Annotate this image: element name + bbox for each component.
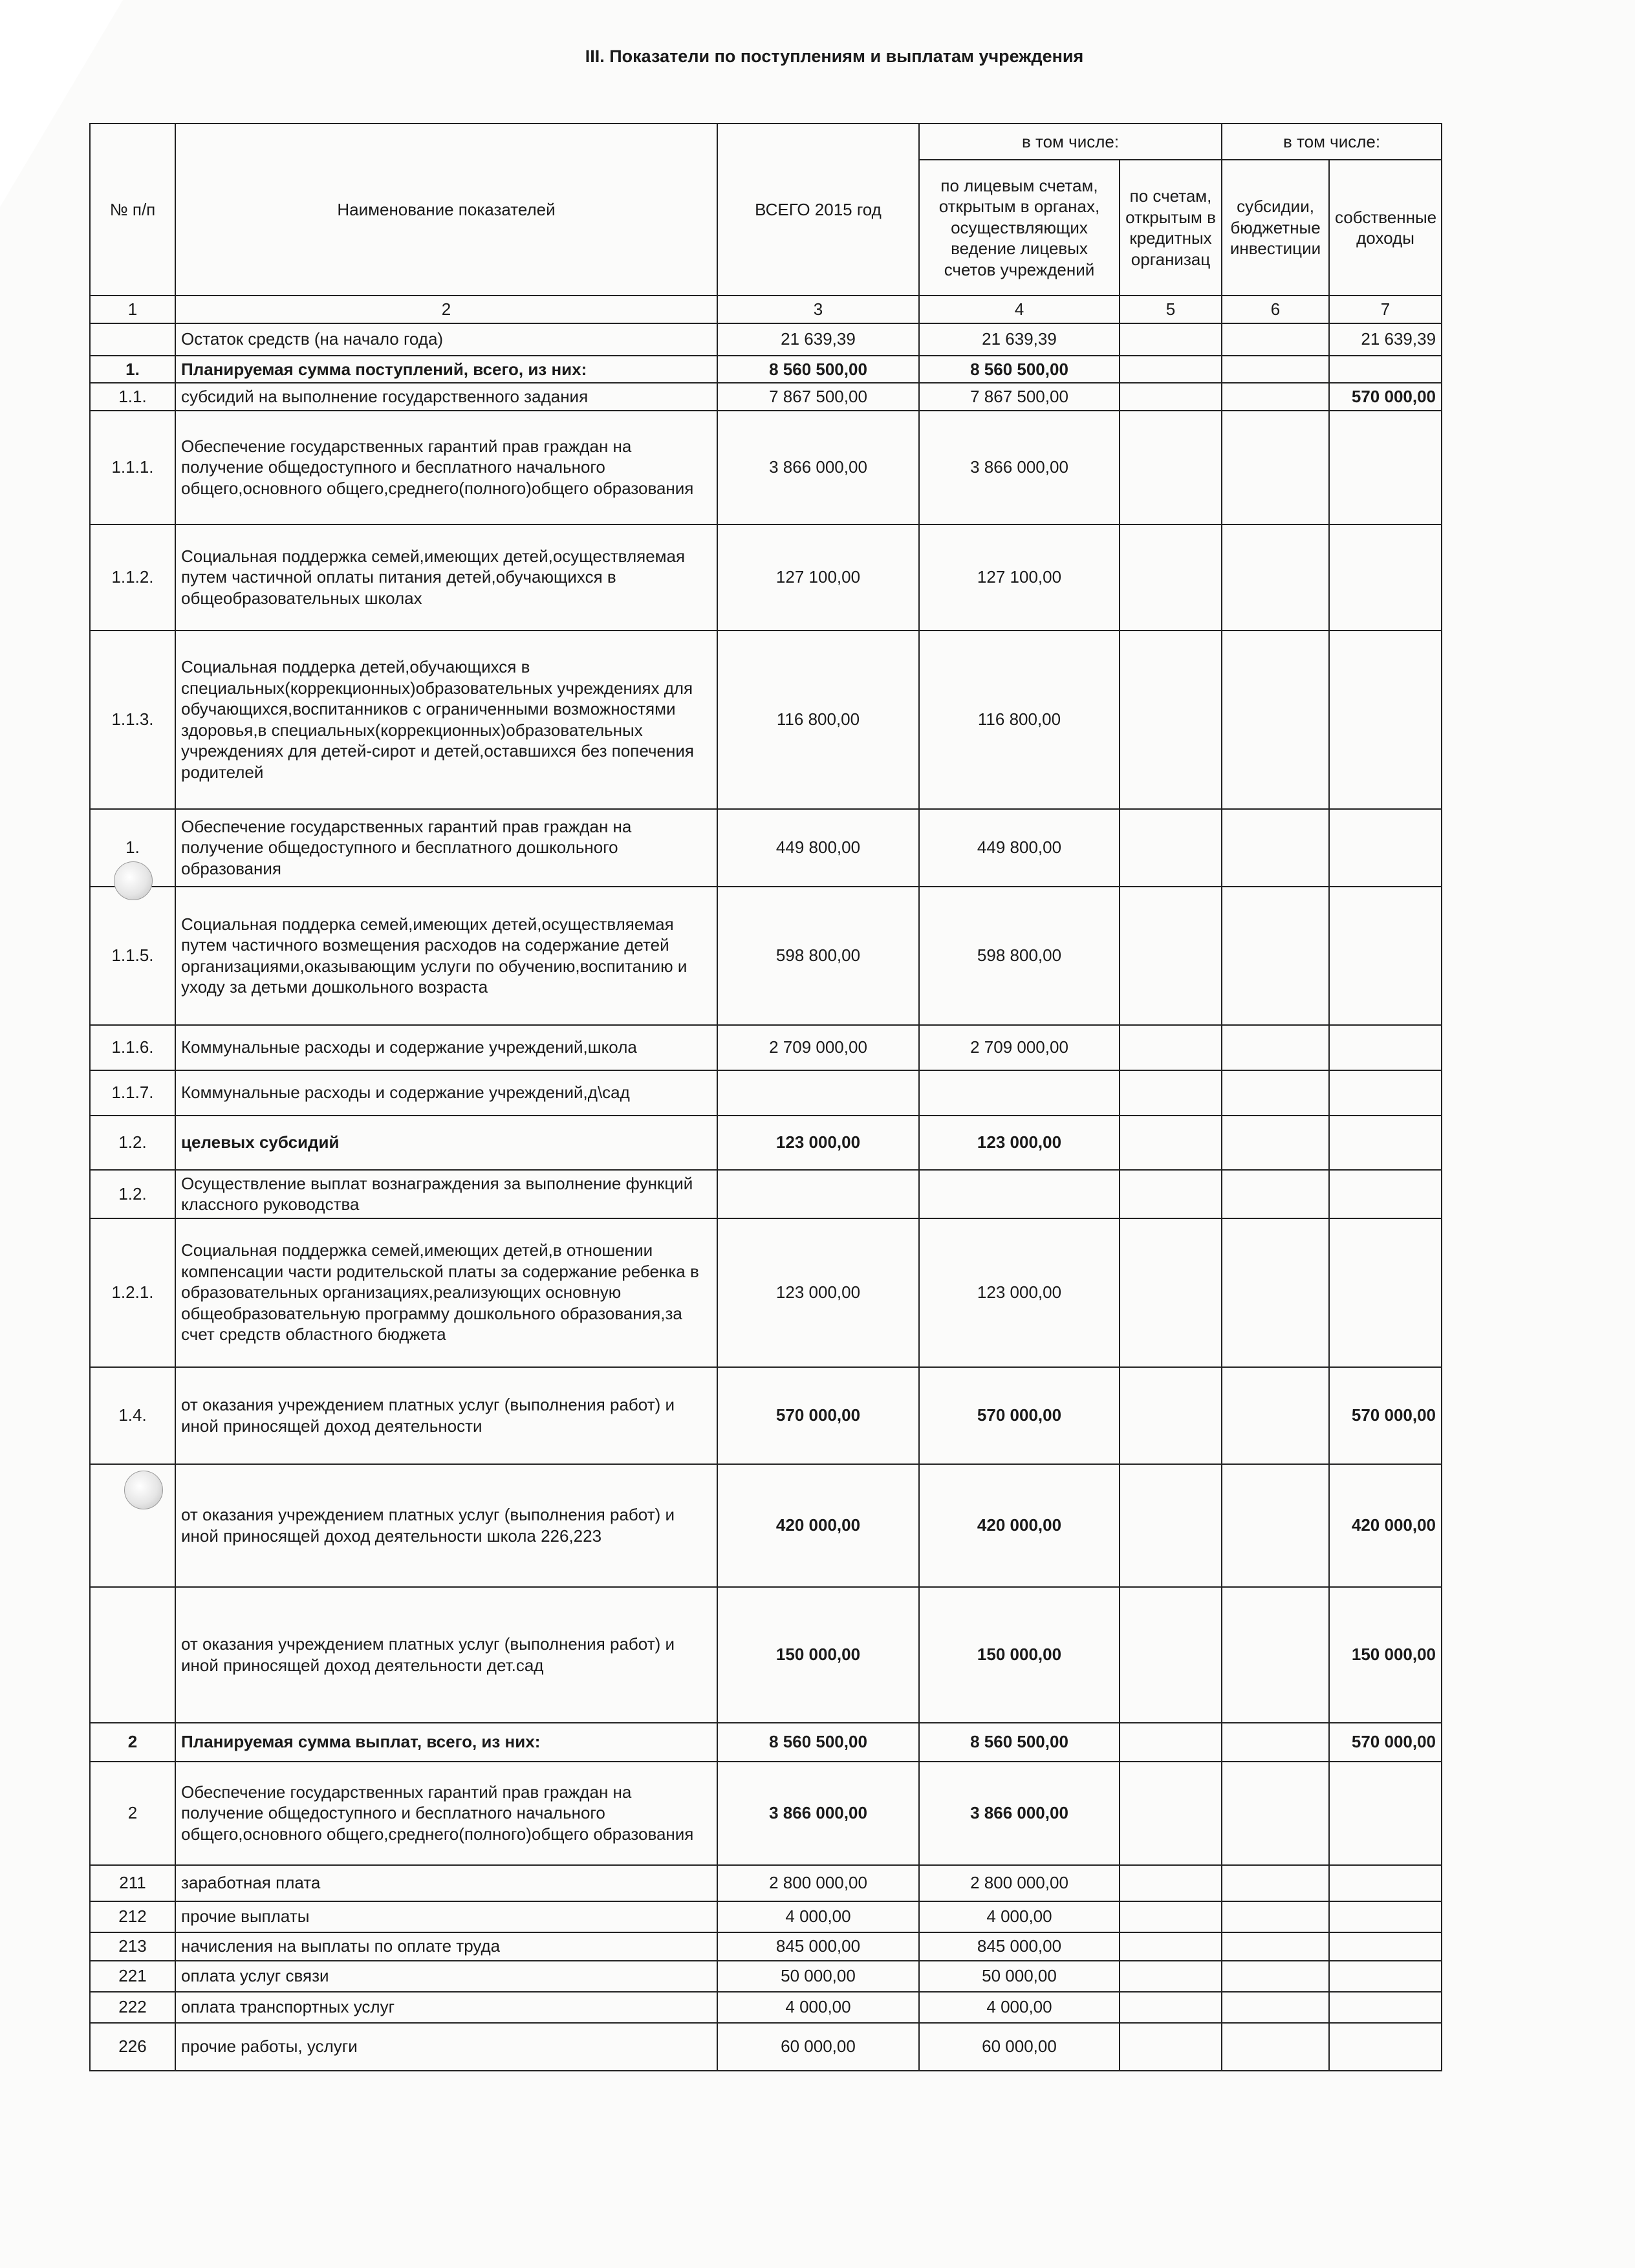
row-col6 [1222,1587,1329,1723]
row-code [90,1587,175,1723]
row-col6 [1222,1901,1329,1932]
row-col6 [1222,887,1329,1025]
table-row [90,1992,1442,2023]
row-name: заработная плата [175,1865,717,1901]
row-col6 [1222,1116,1329,1170]
header-group-sources: в том числе: [1222,124,1442,160]
header-group-accounts: в том числе: [919,124,1222,160]
row-name: Социальная поддерка семей,имеющих детей,осуществляемая путем частичного возмещения расходов на содержание детей организациями,оказывающим услуги по обучению,воспитанию и уходу за детьми дошкольного возраста [175,887,717,1025]
row-col4: 2 800 000,00 [919,1865,1120,1901]
row-col7 [1329,1865,1442,1901]
page-title: III. Показатели по поступлениям и выплатам учреждения [585,47,1084,66]
punch-hole [124,1471,163,1509]
row-col7 [1329,1025,1442,1070]
table-row [90,809,1442,887]
row-col4: 598 800,00 [919,887,1120,1025]
row-col6 [1222,383,1329,411]
row-col5 [1120,323,1222,356]
row-col5 [1120,1218,1222,1367]
row-total: 123 000,00 [717,1218,919,1367]
table-row [90,1723,1442,1762]
row-code: 1.2. [90,1170,175,1218]
row-name: Обеспечение государственных гарантий прав граждан на получение общедоступного и бесплатного дошкольного образования [175,809,717,887]
row-code: 1. [90,809,175,887]
row-total: 8 560 500,00 [717,1723,919,1762]
row-col5 [1120,1070,1222,1116]
row-col7: 420 000,00 [1329,1464,1442,1587]
row-col6 [1222,1723,1329,1762]
row-col4: 127 100,00 [919,524,1120,631]
row-code: 226 [90,2023,175,2071]
row-code: 1.1.6. [90,1025,175,1070]
header-index-row [90,296,1442,323]
row-col7 [1329,356,1442,383]
row-code: 1.2.1. [90,1218,175,1367]
row-col5 [1120,1025,1222,1070]
row-total: 4 000,00 [717,1901,919,1932]
row-code: 2 [90,1723,175,1762]
row-col6 [1222,1025,1329,1070]
row-col4: 845 000,00 [919,1932,1120,1961]
row-col4 [919,1170,1120,1218]
row-name: от оказания учреждением платных услуг (выполнения работ) и иной приносящей доход деятельности [175,1367,717,1464]
row-col6 [1222,1070,1329,1116]
row-col7 [1329,2023,1442,2071]
table-row [90,1025,1442,1070]
header-index: 7 [1329,296,1442,323]
row-total: 3 866 000,00 [717,1762,919,1865]
row-col6 [1222,356,1329,383]
row-col7: 570 000,00 [1329,1723,1442,1762]
table-row [90,631,1442,809]
row-col6 [1222,1170,1329,1218]
row-col7 [1329,1116,1442,1170]
row-col5 [1120,1116,1222,1170]
row-code: 1.1. [90,383,175,411]
table-row [90,887,1442,1025]
row-col4: 420 000,00 [919,1464,1120,1587]
row-col6 [1222,809,1329,887]
row-name: Коммунальные расходы и содержание учреждений,школа [175,1025,717,1070]
row-col6 [1222,1762,1329,1865]
row-col7 [1329,1932,1442,1961]
row-col5 [1120,1992,1222,2023]
table-row [90,1070,1442,1116]
row-total: 2 709 000,00 [717,1025,919,1070]
row-name: оплата услуг связи [175,1961,717,1992]
table-row [90,1932,1442,1961]
table-row [90,383,1442,411]
row-col5 [1120,383,1222,411]
header-col5: по счетам, открытым в кредитных организац [1120,160,1222,296]
row-total [717,1170,919,1218]
row-code: 1.2. [90,1116,175,1170]
row-col7 [1329,1762,1442,1865]
row-name: Осуществление выплат вознаграждения за выполнение функций классного руководства [175,1170,717,1218]
row-total: 598 800,00 [717,887,919,1025]
row-col7 [1329,1901,1442,1932]
row-col5 [1120,1170,1222,1218]
table-row [90,1865,1442,1901]
row-col6 [1222,1464,1329,1587]
row-total: 60 000,00 [717,2023,919,2071]
row-col4: 123 000,00 [919,1116,1120,1170]
row-col5 [1120,1932,1222,1961]
row-col7 [1329,524,1442,631]
row-col7 [1329,411,1442,524]
table-row [90,356,1442,383]
row-code: 1.1.1. [90,411,175,524]
row-total: 7 867 500,00 [717,383,919,411]
row-name: Обеспечение государственных гарантий прав граждан на получение общедоступного и бесплатного начального общего,основного общего,среднего(полного)общего образования [175,411,717,524]
header-index: 2 [175,296,717,323]
row-col5 [1120,524,1222,631]
row-col7 [1329,1992,1442,2023]
row-col7 [1329,809,1442,887]
table-row [90,2023,1442,2071]
row-name: Социальная поддерка детей,обучающихся в специальных(коррекционных)образовательных учреждениях для обучающихся,воспитанников с ограниченными возможностями здоровья,в специальных(коррекционных)образовательных учреждениях для детей-сирот и детей,оставшихся без попечения родителей [175,631,717,809]
row-total: 123 000,00 [717,1116,919,1170]
row-col4: 449 800,00 [919,809,1120,887]
row-col7: 150 000,00 [1329,1587,1442,1723]
header-index: 6 [1222,296,1329,323]
row-name: Планируемая сумма выплат, всего, из них: [175,1723,717,1762]
table-row [90,1762,1442,1865]
row-col7 [1329,887,1442,1025]
table-row [90,1170,1442,1218]
row-total: 21 639,39 [717,323,919,356]
row-col7 [1329,1170,1442,1218]
row-col7: 570 000,00 [1329,1367,1442,1464]
table-row [90,323,1442,356]
row-name: Обеспечение государственных гарантий прав граждан на получение общедоступного и бесплатного начального общего,основного общего,среднего(полного)общего образования [175,1762,717,1865]
table-row [90,1116,1442,1170]
row-name: оплата транспортных услуг [175,1992,717,2023]
header-row-1 [90,124,1442,160]
row-col4: 4 000,00 [919,1992,1120,2023]
row-col6 [1222,323,1329,356]
row-col4: 123 000,00 [919,1218,1120,1367]
row-code: 212 [90,1901,175,1932]
row-total: 150 000,00 [717,1587,919,1723]
row-total: 2 800 000,00 [717,1865,919,1901]
row-col4: 116 800,00 [919,631,1120,809]
row-name: от оказания учреждением платных услуг (выполнения работ) и иной приносящей доход деятельности дет.сад [175,1587,717,1723]
row-col6 [1222,1218,1329,1367]
row-col6 [1222,1367,1329,1464]
row-col4: 4 000,00 [919,1901,1120,1932]
row-col4: 7 867 500,00 [919,383,1120,411]
row-col6 [1222,1961,1329,1992]
row-total: 4 000,00 [717,1992,919,2023]
row-code: 1.1.3. [90,631,175,809]
receipts-payments-table [89,123,1442,2071]
row-name: Социальная поддержка семей,имеющих детей,осуществляемая путем частичной оплаты питания детей,обучающихся в общеобразовательных школах [175,524,717,631]
row-col5 [1120,1464,1222,1587]
row-name: Остаток средств (на начало года) [175,323,717,356]
table-row [90,524,1442,631]
row-code: 1.1.2. [90,524,175,631]
row-col5 [1120,1762,1222,1865]
row-name: Коммунальные расходы и содержание учреждений,д\сад [175,1070,717,1116]
header-number: № п/п [90,124,175,296]
table-row [90,1587,1442,1723]
row-name: Социальная поддержка семей,имеющих детей,в отношении компенсации части родительской платы за содержание ребенка в образовательных организациях,реализующих основную общеобразовательную программу дошкольного образования,за счет средств областного бюджета [175,1218,717,1367]
row-code: 221 [90,1961,175,1992]
row-col7 [1329,631,1442,809]
row-code [90,323,175,356]
row-col7: 570 000,00 [1329,383,1442,411]
row-code: 222 [90,1992,175,2023]
row-col5 [1120,1901,1222,1932]
row-col7 [1329,1961,1442,1992]
row-col5 [1120,809,1222,887]
row-total: 570 000,00 [717,1367,919,1464]
row-col5 [1120,2023,1222,2071]
row-col6 [1222,1932,1329,1961]
header-index: 5 [1120,296,1222,323]
row-code: 1. [90,356,175,383]
row-col4: 3 866 000,00 [919,411,1120,524]
row-col4: 3 866 000,00 [919,1762,1120,1865]
row-code: 1.1.7. [90,1070,175,1116]
table-row [90,1901,1442,1932]
row-name: прочие работы, услуги [175,2023,717,2071]
row-total: 8 560 500,00 [717,356,919,383]
row-total [717,1070,919,1116]
punch-hole [114,861,153,900]
table-row [90,1218,1442,1367]
row-total: 50 000,00 [717,1961,919,1992]
row-col6 [1222,2023,1329,2071]
row-name: Планируемая сумма поступлений, всего, из них: [175,356,717,383]
row-col5 [1120,1587,1222,1723]
row-col6 [1222,1992,1329,2023]
row-code: 2 [90,1762,175,1865]
header-name: Наименование показателей [175,124,717,296]
table-row [90,1961,1442,1992]
row-col6 [1222,631,1329,809]
row-total: 127 100,00 [717,524,919,631]
row-code: 211 [90,1865,175,1901]
row-col5 [1120,1367,1222,1464]
header-index: 1 [90,296,175,323]
row-code: 213 [90,1932,175,1961]
row-code: 1.1.5. [90,887,175,1025]
row-col6 [1222,411,1329,524]
table-row [90,1464,1442,1587]
table-body [90,323,1442,2071]
row-col4: 8 560 500,00 [919,356,1120,383]
row-total: 420 000,00 [717,1464,919,1587]
row-col5 [1120,1723,1222,1762]
header-index: 3 [717,296,919,323]
row-name: начисления на выплаты по оплате труда [175,1932,717,1961]
header-index: 4 [919,296,1120,323]
header-col6: субсидии, бюджетные инвестиции [1222,160,1329,296]
row-col5 [1120,631,1222,809]
row-col6 [1222,1865,1329,1901]
row-total: 845 000,00 [717,1932,919,1961]
row-col5 [1120,1865,1222,1901]
table-row [90,1367,1442,1464]
row-total: 449 800,00 [717,809,919,887]
header-col7: собственные доходы [1329,160,1442,296]
row-col4: 21 639,39 [919,323,1120,356]
row-col5 [1120,1961,1222,1992]
row-col4: 2 709 000,00 [919,1025,1120,1070]
row-col4: 150 000,00 [919,1587,1120,1723]
header-col4: по лицевым счетам, открытым в органах, осуществляющих ведение лицевых счетов учреждений [919,160,1120,296]
row-name: целевых субсидий [175,1116,717,1170]
table-row [90,411,1442,524]
row-name: от оказания учреждением платных услуг (выполнения работ) и иной приносящей доход деятельности школа 226,223 [175,1464,717,1587]
row-col4: 50 000,00 [919,1961,1120,1992]
row-total: 116 800,00 [717,631,919,809]
header-total: ВСЕГО 2015 год [717,124,919,296]
row-col5 [1120,887,1222,1025]
row-name: прочие выплаты [175,1901,717,1932]
row-code: 1.4. [90,1367,175,1464]
row-total: 3 866 000,00 [717,411,919,524]
row-col5 [1120,411,1222,524]
row-col7 [1329,1218,1442,1367]
row-col4: 8 560 500,00 [919,1723,1120,1762]
row-col4: 60 000,00 [919,2023,1120,2071]
row-col7: 21 639,39 [1329,323,1442,356]
row-col6 [1222,524,1329,631]
row-col5 [1120,356,1222,383]
row-col4 [919,1070,1120,1116]
row-col7 [1329,1070,1442,1116]
row-name: субсидий на выполнение государственного задания [175,383,717,411]
row-col4: 570 000,00 [919,1367,1120,1464]
